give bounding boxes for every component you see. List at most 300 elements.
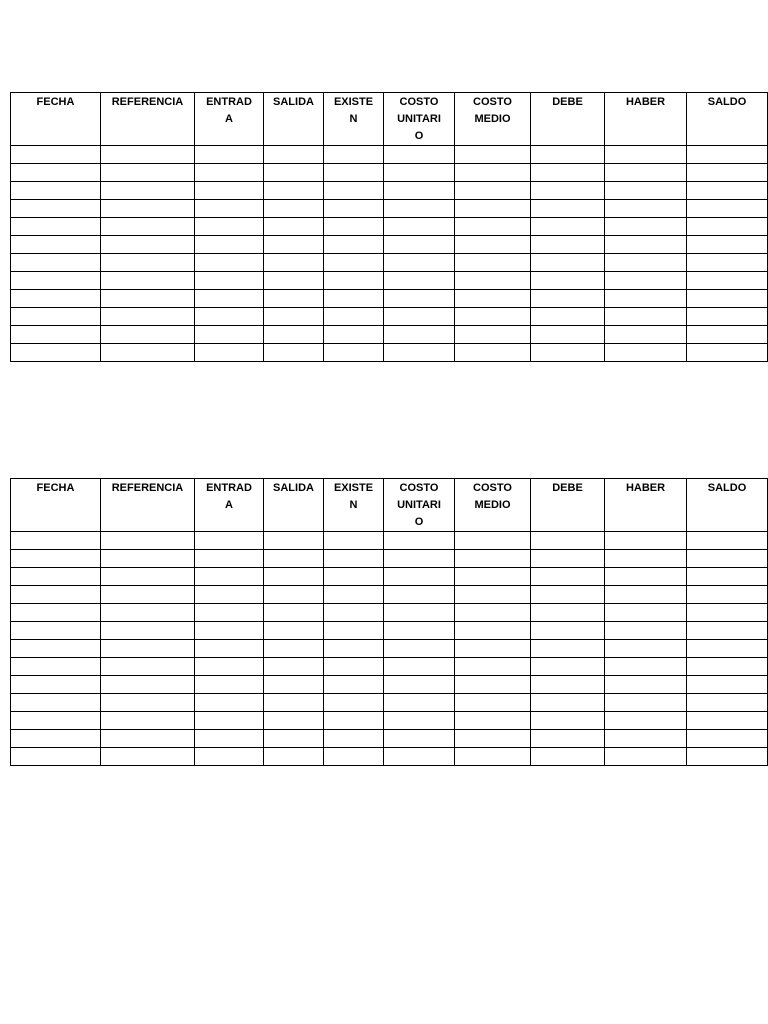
table-cell-haber [605,344,687,362]
table-cell-existencia [324,326,384,344]
table-body [11,146,768,362]
table-cell-fecha [11,676,101,694]
table-cell-saldo [687,568,768,586]
header-fecha: FECHA [11,93,101,146]
table-cell-salida [264,164,324,182]
table-cell-existencia [324,236,384,254]
table-cell-saldo [687,236,768,254]
table-cell-costo-unitario [384,532,455,550]
table-cell-entrada [195,236,264,254]
table-cell-saldo [687,218,768,236]
table-cell-haber [605,182,687,200]
table-cell-fecha [11,568,101,586]
table-cell-costo-medio [455,694,531,712]
table-cell-haber [605,568,687,586]
table-cell-existencia [324,748,384,766]
header-costo-unitario: COSTO UNITARI O [384,479,455,532]
table-cell-debe [531,694,605,712]
table-cell-referencia [101,164,195,182]
table-cell-saldo [687,146,768,164]
table-cell-salida [264,658,324,676]
table-cell-debe [531,344,605,362]
table-cell-costo-unitario [384,272,455,290]
table-cell-referencia [101,694,195,712]
table-cell-entrada [195,164,264,182]
table-cell-haber [605,604,687,622]
table-row [11,146,768,164]
table-row [11,254,768,272]
table-cell-saldo [687,640,768,658]
table-cell-fecha [11,658,101,676]
table-cell-referencia [101,658,195,676]
table-cell-costo-unitario [384,694,455,712]
table-cell-salida [264,622,324,640]
table-cell-entrada [195,182,264,200]
header-haber: HABER [605,479,687,532]
table-cell-fecha [11,200,101,218]
table-cell-haber [605,290,687,308]
table-cell-entrada [195,146,264,164]
table-cell-haber [605,658,687,676]
table-cell-entrada [195,326,264,344]
table-cell-costo-medio [455,236,531,254]
table-cell-debe [531,218,605,236]
table-cell-existencia [324,694,384,712]
table-cell-referencia [101,730,195,748]
table-cell-costo-unitario [384,254,455,272]
table-cell-entrada [195,290,264,308]
table-cell-fecha [11,344,101,362]
table-cell-saldo [687,200,768,218]
table-row [11,164,768,182]
table-cell-fecha [11,604,101,622]
table-cell-existencia [324,308,384,326]
table-cell-debe [531,568,605,586]
header-fecha: FECHA [11,479,101,532]
table-cell-saldo [687,712,768,730]
table-cell-costo-medio [455,676,531,694]
table-row [11,272,768,290]
table-cell-referencia [101,272,195,290]
table-cell-entrada [195,254,264,272]
table-cell-costo-unitario [384,748,455,766]
table-cell-referencia [101,568,195,586]
table-cell-debe [531,146,605,164]
table-cell-fecha [11,254,101,272]
header-referencia: REFERENCIA [101,479,195,532]
table-cell-referencia [101,218,195,236]
table-cell-costo-unitario [384,640,455,658]
table-cell-existencia [324,604,384,622]
table-cell-saldo [687,182,768,200]
table-cell-costo-unitario [384,712,455,730]
table-cell-existencia [324,586,384,604]
header-saldo: SALDO [687,93,768,146]
header-entrada: ENTRAD A [195,93,264,146]
table-cell-referencia [101,344,195,362]
table-cell-referencia [101,748,195,766]
table-cell-debe [531,290,605,308]
table-cell-salida [264,272,324,290]
header-entrada: ENTRAD A [195,479,264,532]
table-cell-costo-unitario [384,604,455,622]
table-cell-costo-unitario [384,236,455,254]
table-cell-costo-medio [455,254,531,272]
table-cell-saldo [687,694,768,712]
table-cell-referencia [101,200,195,218]
table-cell-salida [264,326,324,344]
table-cell-costo-unitario [384,730,455,748]
table-row [11,532,768,550]
table-cell-salida [264,694,324,712]
table-cell-salida [264,586,324,604]
header-haber: HABER [605,93,687,146]
table-cell-existencia [324,730,384,748]
table-cell-fecha [11,532,101,550]
table-cell-debe [531,164,605,182]
table-row [11,218,768,236]
table-cell-referencia [101,712,195,730]
header-saldo: SALDO [687,479,768,532]
table-cell-salida [264,568,324,586]
table-cell-haber [605,712,687,730]
table-cell-salida [264,640,324,658]
table-cell-fecha [11,290,101,308]
table-cell-fecha [11,694,101,712]
table-cell-referencia [101,182,195,200]
table-cell-referencia [101,308,195,326]
table-cell-fecha [11,730,101,748]
table-cell-costo-medio [455,272,531,290]
table-cell-entrada [195,532,264,550]
table-cell-existencia [324,164,384,182]
table-cell-haber [605,586,687,604]
table-cell-debe [531,532,605,550]
header-existencia: EXISTE N [324,93,384,146]
table-cell-entrada [195,272,264,290]
table-cell-referencia [101,640,195,658]
table-cell-saldo [687,326,768,344]
table-cell-debe [531,622,605,640]
table-row [11,200,768,218]
table-cell-costo-medio [455,586,531,604]
header-salida: SALIDA [264,479,324,532]
table-cell-fecha [11,748,101,766]
table-cell-costo-medio [455,730,531,748]
table-cell-existencia [324,550,384,568]
table-cell-fecha [11,308,101,326]
table-cell-haber [605,146,687,164]
table-cell-haber [605,550,687,568]
table-cell-costo-unitario [384,586,455,604]
table-cell-salida [264,344,324,362]
table-cell-entrada [195,640,264,658]
table-row [11,308,768,326]
table-cell-haber [605,640,687,658]
table-cell-existencia [324,290,384,308]
table-cell-debe [531,676,605,694]
table-cell-costo-unitario [384,326,455,344]
table-cell-haber [605,164,687,182]
table-cell-costo-unitario [384,146,455,164]
table-cell-haber [605,532,687,550]
table-header [11,479,768,532]
table-cell-referencia [101,236,195,254]
table-cell-debe [531,640,605,658]
table-cell-costo-unitario [384,200,455,218]
table-cell-existencia [324,676,384,694]
table-cell-haber [605,308,687,326]
table-cell-costo-medio [455,640,531,658]
table-cell-costo-unitario [384,568,455,586]
table-row [11,658,768,676]
table-cell-entrada [195,200,264,218]
table-cell-salida [264,308,324,326]
table-cell-existencia [324,344,384,362]
table-row [11,236,768,254]
table-cell-salida [264,182,324,200]
table-header [11,93,768,146]
table-cell-salida [264,236,324,254]
table-cell-debe [531,658,605,676]
table-row [11,550,768,568]
table-cell-costo-unitario [384,218,455,236]
table-cell-salida [264,532,324,550]
table-cell-entrada [195,694,264,712]
table-cell-referencia [101,676,195,694]
table-cell-costo-medio [455,164,531,182]
table-cell-haber [605,748,687,766]
table-cell-fecha [11,272,101,290]
header-costo-unitario: COSTO UNITARI O [384,93,455,146]
table-cell-costo-unitario [384,676,455,694]
table-cell-entrada [195,730,264,748]
table-cell-salida [264,550,324,568]
table-cell-entrada [195,712,264,730]
table-cell-costo-unitario [384,290,455,308]
table-cell-existencia [324,200,384,218]
table-cell-debe [531,748,605,766]
table-cell-haber [605,676,687,694]
header-existencia: EXISTE N [324,479,384,532]
table-cell-entrada [195,748,264,766]
table-cell-referencia [101,326,195,344]
table-cell-saldo [687,164,768,182]
table-cell-costo-unitario [384,308,455,326]
header-salida: SALIDA [264,93,324,146]
table-row [11,344,768,362]
table-row [11,748,768,766]
table-cell-debe [531,730,605,748]
table-cell-saldo [687,344,768,362]
table-row [11,730,768,748]
table-cell-fecha [11,218,101,236]
table-row [11,622,768,640]
table-cell-existencia [324,182,384,200]
table-cell-saldo [687,254,768,272]
table-cell-saldo [687,586,768,604]
table-row [11,326,768,344]
table-cell-costo-medio [455,290,531,308]
table-row [11,676,768,694]
table-row [11,290,768,308]
table-cell-fecha [11,586,101,604]
table-cell-costo-unitario [384,550,455,568]
table-cell-costo-medio [455,146,531,164]
table-cell-salida [264,254,324,272]
table-cell-fecha [11,182,101,200]
table-cell-entrada [195,218,264,236]
table-cell-saldo [687,676,768,694]
table-cell-costo-medio [455,344,531,362]
header-row [11,479,768,532]
table-cell-existencia [324,254,384,272]
table-cell-costo-medio [455,218,531,236]
header-debe: DEBE [531,479,605,532]
table-cell-saldo [687,748,768,766]
table-cell-existencia [324,640,384,658]
table-cell-debe [531,200,605,218]
table-cell-referencia [101,586,195,604]
table-cell-saldo [687,272,768,290]
table-row [11,712,768,730]
table-cell-saldo [687,604,768,622]
table-cell-entrada [195,308,264,326]
table-row [11,182,768,200]
table-cell-fecha [11,236,101,254]
table-cell-haber [605,200,687,218]
table-cell-saldo [687,730,768,748]
table-cell-saldo [687,532,768,550]
table-cell-referencia [101,604,195,622]
table-cell-fecha [11,146,101,164]
table-cell-salida [264,218,324,236]
table-cell-saldo [687,658,768,676]
table-cell-entrada [195,586,264,604]
table-cell-debe [531,272,605,290]
table-cell-saldo [687,550,768,568]
table-cell-salida [264,290,324,308]
table-cell-referencia [101,146,195,164]
table-cell-haber [605,272,687,290]
table-cell-existencia [324,622,384,640]
table-cell-costo-medio [455,748,531,766]
table-cell-salida [264,200,324,218]
table-cell-costo-medio [455,550,531,568]
header-costo-medio: COSTO MEDIO [455,93,531,146]
table-cell-haber [605,730,687,748]
table-cell-salida [264,712,324,730]
table-cell-debe [531,254,605,272]
table-row [11,568,768,586]
table-cell-existencia [324,218,384,236]
table-cell-debe [531,308,605,326]
table-cell-salida [264,146,324,164]
table-cell-costo-medio [455,712,531,730]
table-cell-haber [605,254,687,272]
table-cell-fecha [11,712,101,730]
inventory-ledger-table-2 [10,478,768,766]
table-cell-fecha [11,550,101,568]
table-row [11,586,768,604]
table-cell-costo-unitario [384,164,455,182]
header-debe: DEBE [531,93,605,146]
table-cell-salida [264,604,324,622]
table-cell-saldo [687,290,768,308]
table-cell-haber [605,326,687,344]
table-cell-entrada [195,568,264,586]
table-cell-referencia [101,290,195,308]
table-cell-haber [605,236,687,254]
table-cell-referencia [101,532,195,550]
table-cell-fecha [11,640,101,658]
table-cell-entrada [195,658,264,676]
table-cell-costo-medio [455,308,531,326]
table-cell-referencia [101,550,195,568]
table-cell-debe [531,326,605,344]
table-cell-debe [531,586,605,604]
header-referencia: REFERENCIA [101,93,195,146]
table-cell-fecha [11,622,101,640]
table-cell-salida [264,748,324,766]
table-cell-entrada [195,622,264,640]
table-row [11,604,768,622]
table-cell-debe [531,236,605,254]
header-row [11,93,768,146]
table-cell-salida [264,676,324,694]
table-cell-saldo [687,308,768,326]
table-cell-entrada [195,676,264,694]
table-cell-existencia [324,272,384,290]
table-cell-costo-medio [455,658,531,676]
table-cell-costo-medio [455,200,531,218]
table-cell-costo-unitario [384,622,455,640]
table-cell-debe [531,712,605,730]
table-cell-haber [605,694,687,712]
table-cell-costo-medio [455,532,531,550]
table-cell-existencia [324,712,384,730]
table-cell-existencia [324,658,384,676]
table-row [11,640,768,658]
table-cell-haber [605,622,687,640]
table-cell-existencia [324,146,384,164]
table-cell-debe [531,182,605,200]
table-cell-entrada [195,604,264,622]
table-cell-costo-medio [455,326,531,344]
table-row [11,694,768,712]
table-cell-fecha [11,326,101,344]
table-cell-referencia [101,622,195,640]
table-cell-debe [531,604,605,622]
table-cell-debe [531,550,605,568]
inventory-ledger-table-1 [10,92,768,362]
table-cell-costo-medio [455,182,531,200]
table-cell-costo-medio [455,568,531,586]
table-cell-costo-medio [455,622,531,640]
table-cell-salida [264,730,324,748]
table-cell-costo-unitario [384,658,455,676]
table-cell-haber [605,218,687,236]
table-cell-costo-medio [455,604,531,622]
table-cell-costo-unitario [384,344,455,362]
table-cell-existencia [324,532,384,550]
table-cell-entrada [195,344,264,362]
table-body [11,532,768,766]
table-cell-fecha [11,164,101,182]
table-cell-referencia [101,254,195,272]
table-cell-existencia [324,568,384,586]
table-cell-saldo [687,622,768,640]
